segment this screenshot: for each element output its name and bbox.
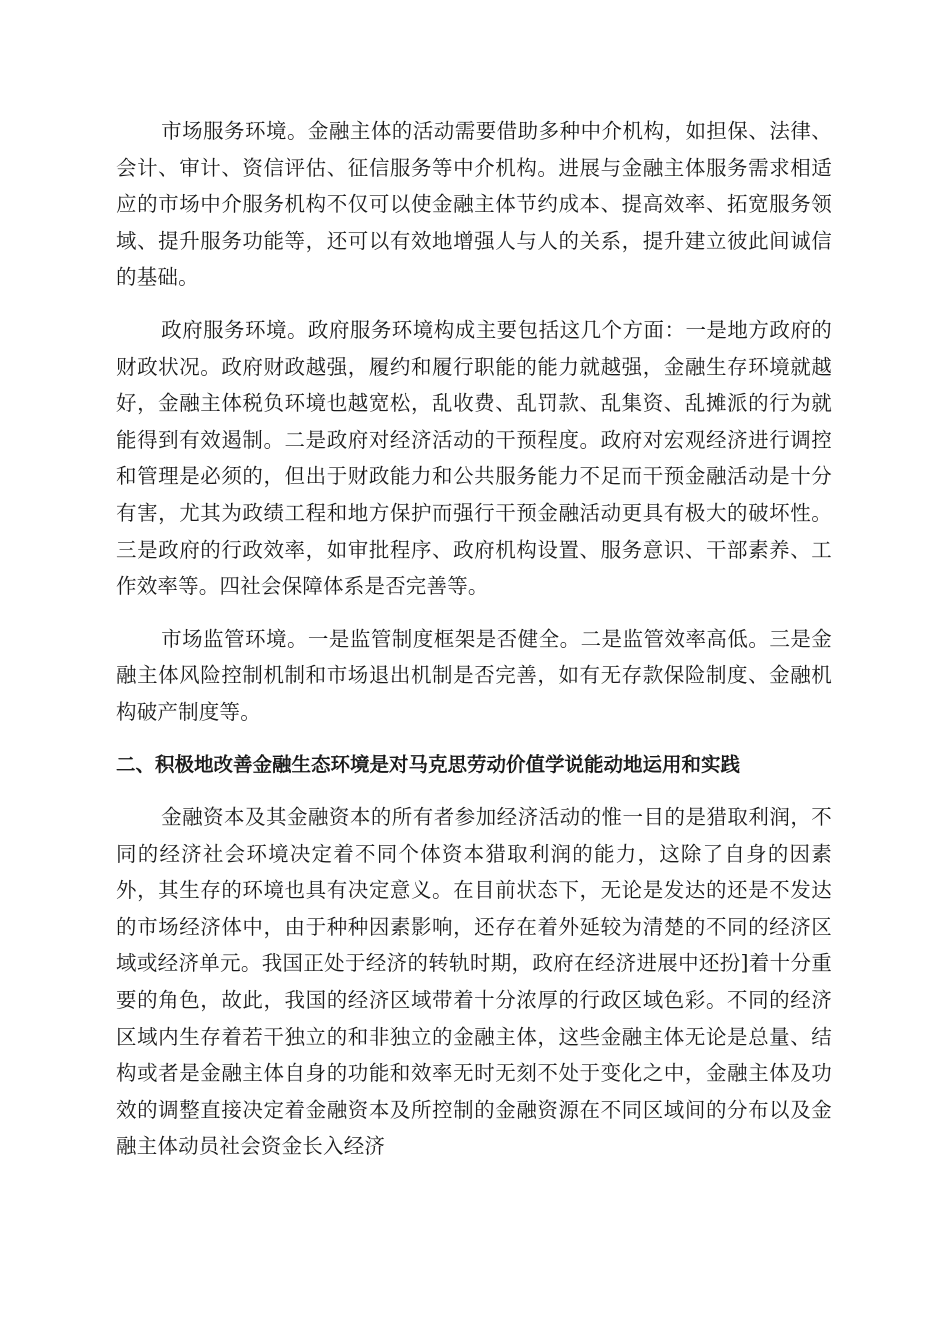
- section-heading: 二、积极地改善金融生态环境是对马克思劳动价值学说能动地运用和实践: [116, 752, 741, 776]
- paragraph-financial-capital: 金融资本及其金融资本的所有者参加经济活动的惟一目的是猎取利润，不同的经济社会环境决定着不同个体资本猎取利润的能力，这除了自身的因素外，其生存的环境也具有决定意义。在目前状态下，无论是发达的还是不发达的市场经济体中，由于种种因素影响，还存在着外延较为清楚的不同的经济区域或经济单元。我国正处于经济的转轨时期，政府在经济进展中还扮]着十分重要的角色，故此，我国的经济区域带着十分浓厚的行政区域色彩。不同的经济区域内生存着若干独立的和非独立的金融主体，这些金融主体无论是总量、结构或者是金融主体自身的功能和效率无时无刻不处于变化之中，金融主体及功效的调整直接决定着金融资本及所控制的金融资源在不同区域间的分布以及金融主体动员社会资金长入经济: [116, 805, 832, 1159]
- document-body: [116, 113, 832, 1181]
- paragraph-government-service: 政府服务环境。政府服务环境构成主要包括这几个方面：一是地方政府的财政状况。政府财政越强，履约和履行职能的能力就越强，金融生存环境就越好，金融主体税负环境也越宽松，乱收费、乱罚款、乱集资、乱摊派的行为就能得到有效遏制。二是政府对经济活动的干预程度。政府对宏观经济进行调控和管理是必须的，但出于财政能力和公共服务能力不足而干预金融活动是十分有害，尤其为政绩工程和地方保护而强行干预金融活动更具有极大的破坏性。三是政府的行政效率，如审批程序、政府机构设置、服务意识、干部素养、工作效率等。四社会保障体系是否完善等。: [116, 317, 832, 599]
- paragraph-market-service: 市场服务环境。金融主体的活动需要借助多种中介机构，如担保、法律、会计、审计、资信评估、征信服务等中介机构。进展与金融主体服务需求相适应的市场中介服务机构不仅可以使金融主体节约成本、提高效率、拓宽服务领域、提升服务功能等，还可以有效地增强人与人的关系，提升建立彼此间诚信的基础。: [116, 119, 832, 290]
- paragraph-market-supervision: 市场监管环境。一是监管制度框架是否健全。二是监管效率高低。三是金融主体风险控制机制和市场退出机制是否完善，如有无存款保险制度、金融机构破产制度等。: [116, 626, 832, 724]
